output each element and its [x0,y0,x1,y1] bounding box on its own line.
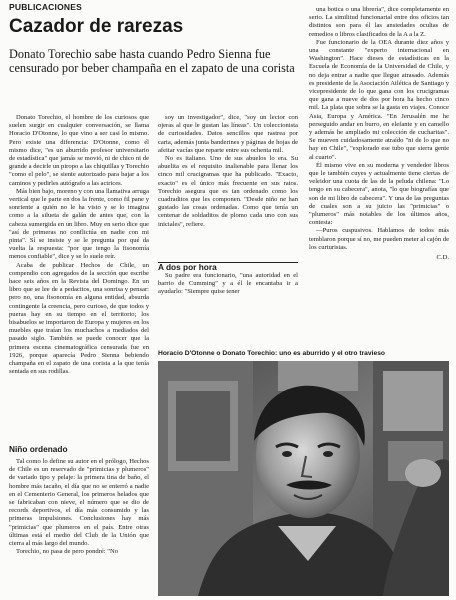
divider-line [158,262,298,263]
headline: Cazador de rarezas [9,16,184,37]
article-column-1-lower [9,444,149,598]
paragraph: Tal como lo define su autor en el prólogo, Hechos de Chile es un reservado de "primicias y plumeros" de variado tipo y pelaje: la primera tina de baño, el hombre más tacaño, el día que no se enterró a nadie en el Cementerio General, los primeros helados que se fabricaban con nieve, el número que se dio de records deportivos, el día más consumido y las primeras impulsiones. Conclusiones hay más "primicias" que plumeros en el país. Entre otras últimas está el medio del Club de la Unión que cierra al más largo del mundo. [9,458,149,548]
paragraph: Torechio, no pasa de pero pondré: "No [16,548,119,556]
paragraph: No es italiano. Uno de sus abuelos lo era. Su abuelita es el requisito inalienable para llenar los cinco mil crucigramas que ha publicado. "Exacto, exacto" es el único más frecuente en sus ratos. Torechio asegura que es tan ordenado como los cuadraditos que les componen. "Desde niño ne han gustado las cosas ordenadas. Como que tenía un centenar de soldaditos de plomo cada uno con sus iniciales", refiere. [158,155,298,228]
paragraph: Fue funcionario de la OEA durante diez años y una constante "experto internacional en Washington". Hace dieses de estadísticas en la Escuela de Economía de la Universidad de Chile, y no deja entrar a nadie que llegue atrasado. Además es presidente de la Asociación Atlética de Santiago y vicepresidente de lo que gana con los crucigramas que gana a nueve de dos por hora ha hecho cinco mil. La plata que sobra se la gasta en viajes. Conoce Asia, Europa y América. "En Jerusalén me he perseguido andar en burro, en elefante y en camello y además he ampliado mi colección de cucharitas". Se mueven cuidadosamente atraído "ni de lo que no hay en Chile", "explorado ese tubo que sierra gente al cuarto". [309,38,449,161]
paragraph: Él mismo vive en su moderna y vendedor libros que le también cuyes y actualmente tiene ciertas de veleidor una cuota de las de la peluda chilena: "Lo tengo en su cabecera", anota, "lo que biografías que son de mi libro de cabecera". Y una de las preguntas de cuales son a su juicio las "primicias" o "plumeros" más notables de los últimos años, contesta: [309,161,449,227]
photo-caption: Horacio D'Otonne o Donato Torechio: uno es aburrido y el otro travieso [158,350,386,357]
paragraph: soy un investigador", dice, "soy un lector con ojeras al que le gustan las líneas". Un coleccionista de curiosidades. Datos sencillos que rastrea por carta, además junta banderines y páginas de hojas de afeitar vacías que reparte entre sus ochenta mil. [158,114,298,154]
article-column-3 [309,6,449,368]
paragraph: Su padre era funcionario, "una autoridad en el barrio de Cumming" y a él le encantaba ir a ayudarlo: "Siempre quise tener [158,272,298,296]
subhead-a-dos-por-hora: A dos por hora [158,262,217,272]
article-column-2 [158,114,298,260]
paragraph: Más bien bajo, moreno y con una llamativa arruga vertical que le parte en dos la frente, como fil pane y sonriente a quién no le ha visto y se lo imagina como a la silueta de galán de antes que, con la cabeza sumergida en un libro. Muy en serio dice que "así de primeras no conflictúa en nadie con mi pinta". Sí se insiste y se le pregunta por qué da vuelta la respuesta: "por que tengo la fisonomía menos confiable", dice y se lo suele reír. [9,187,149,261]
author-signoff: C.D. [436,254,449,262]
portrait-photo [158,361,449,596]
paragraph: Donato Torechio, el hombre de los curiosos que suelen surgir en cualquier conversación, se llama Horacio D'Otonne, lo que vino a ser casi lo mismo. Pero existe una diferencia: D'Otonne, como él mismo dice, "es un aburrido profesor universitario de estadística" que jamás se movió, ni de chico ni de grande a decirle un piropo a las chiquillas y Torechio "como el pelo", se siente autorizado para bajar a los caminos y pedirles autógrafo a las actrices. [9,114,149,187]
article-column-2-lower [158,272,298,336]
paragraph: una botica o una librería", dice completamente en serio. La similitud funcionarial entre dos oficios tan distintos son para él las ansiedades ocultas de remedios o libros clasificados de la A a la Z. [309,6,449,38]
subhead-nino-ordenado: Niño ordenado [9,444,68,454]
paragraph: Acaba de publicar Hechos de Chile, un compendio con agregados de la sección que escribe hace seis años en la Revista del Domingo. En un libro que se lee de a pedacitos, una sonrisa y pensar: pero no, una fisonomía en alguna entidad, absurda contingente la creencia, pero curioso, de que todos y pueras hay en su tiempo en el territorio; los bisabuelos se importaron de Europa y mujeres en los muebles que traían los muchachos a mediados del pasado siglo. También se puede conocer que la primera escena cinematográfica censurada fue en 1926, porque aparecía Pedro Sienna bebiendo champaña en el zapato de una corista a la que tenía sentada en sus rodillas. [9,261,149,376]
paragraph: —Puros cuspusivos. Hablamos de todos más temblaron porque sí no, me pueden meter al cajón de los curturistas. [309,227,449,251]
deck-subtitle: Donato Torechio sabe hasta cuando Pedro Sienna fue censurado por beber champaña en el zapato de una corista [9,47,295,75]
section-label: PUBLICACIONES [9,2,82,12]
portrait-illustration [158,361,449,596]
